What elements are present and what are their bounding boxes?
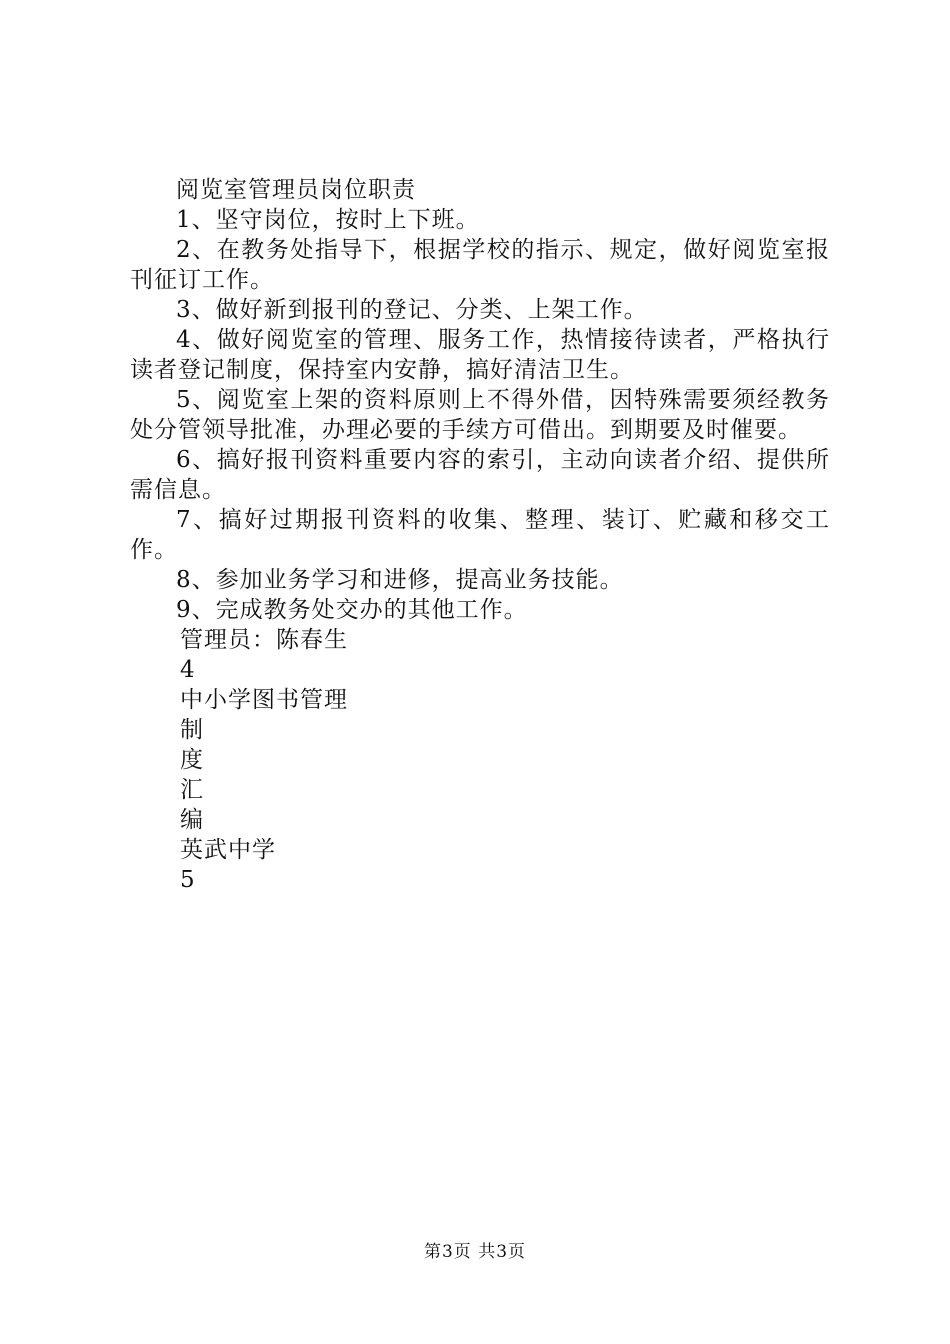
duty-item-3: 3、做好新到报刊的登记、分类、上架工作。 (176, 297, 648, 323)
school-name: 英武中学 (180, 837, 276, 863)
booklet-char-4: 编 (180, 807, 204, 833)
duty-item-7: 7、搞好过期报刊资料的收集、整理、装订、贮藏和移交工作。 (130, 507, 830, 563)
signature: 管理员：陈春生 (180, 627, 348, 653)
document-body (130, 175, 830, 895)
booklet-char-1: 制 (180, 717, 204, 743)
duty-item-5: 5、阅览室上架的资料原则上不得外借，因特殊需要须经教务处分管领导批准，办理必要的手续方可借出。到期要及时催要。 (130, 387, 830, 443)
page-footer: 第3页 共3页 (423, 1242, 527, 1262)
duty-item-9: 9、完成教务处交办的其他工作。 (176, 597, 528, 623)
document-title: 阅览室管理员岗位职责 (176, 177, 416, 203)
booklet-char-3: 汇 (180, 777, 204, 803)
duty-item-8: 8、参加业务学习和进修，提高业务技能。 (176, 567, 624, 593)
duty-item-6: 6、搞好报刊资料重要内容的索引，主动向读者介绍、提供所需信息。 (130, 447, 830, 503)
booklet-title: 中小学图书管理 (180, 687, 348, 713)
duty-item-1: 1、坚守岗位，按时上下班。 (176, 207, 480, 233)
duty-item-2: 2、在教务处指导下，根据学校的指示、规定，做好阅览室报刊征订工作。 (130, 237, 830, 293)
page-number-b: 5 (180, 867, 196, 893)
booklet-char-2: 度 (180, 747, 204, 773)
duty-item-4: 4、做好阅览室的管理、服务工作，热情接待读者，严格执行读者登记制度，保持室内安静，搞好清洁卫生。 (130, 327, 830, 383)
page-number-a: 4 (180, 657, 196, 683)
